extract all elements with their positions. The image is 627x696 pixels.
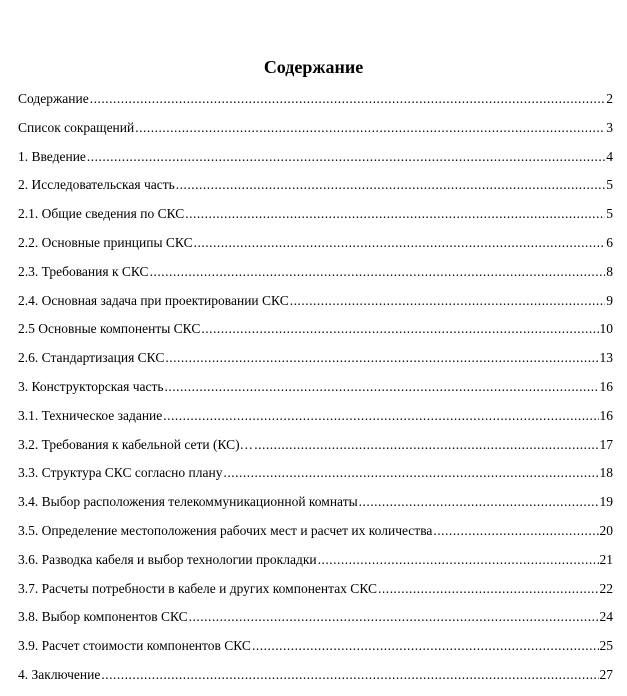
toc-entry-label: 1. Введение <box>18 148 86 164</box>
dot-leader <box>165 348 598 368</box>
dot-leader <box>201 319 598 339</box>
toc-entry <box>18 262 613 291</box>
toc-entry <box>18 348 613 377</box>
toc-entry <box>18 636 613 665</box>
dot-leader <box>378 579 599 599</box>
toc-entry-page: 5 <box>606 206 613 222</box>
toc-entry-label: 3.5. Определение местоположения рабочих мест и расчет их количества <box>18 522 433 538</box>
dot-leader <box>194 233 606 253</box>
toc-entry-label: 2.2. Основные принципы СКС <box>18 234 193 250</box>
toc-entry <box>18 665 613 694</box>
toc-entry-page: 2 <box>606 91 613 106</box>
toc-entry-label: 2.3. Требования к СКС <box>18 263 149 279</box>
dot-leader <box>101 665 598 685</box>
toc-entry <box>18 607 613 636</box>
toc-entry <box>18 291 613 320</box>
toc-entry-label: 2.1. Общие сведения по СКС <box>18 206 185 222</box>
toc-entry-label: 2.5 Основные компоненты СКС <box>18 321 201 337</box>
toc-entry-page: 6 <box>606 234 613 250</box>
toc-entry-page: 8 <box>606 263 613 279</box>
toc-entry-page: 16 <box>599 407 613 423</box>
toc-entry <box>18 118 613 147</box>
dot-leader <box>433 521 598 541</box>
toc-entry-page: 17 <box>599 436 613 452</box>
toc-entry-label: 3. Конструкторская часть <box>18 378 164 394</box>
toc-entry-label: 3.2. Требования к кабельной сети (КС)… <box>18 436 254 452</box>
toc-entry <box>18 406 613 435</box>
toc-entry-page: 4 <box>606 148 613 164</box>
toc-entry-label: 4. Заключение <box>18 666 101 682</box>
toc-entry-label: 3.8. Выбор компонентов СКС <box>18 609 188 625</box>
toc-entry-label: 3.4. Выбор расположения телекоммуникационной комнаты <box>18 494 358 510</box>
toc-entry-page: 10 <box>599 321 613 337</box>
toc-entry-page: 22 <box>599 580 613 596</box>
toc-entry-label: 3.6. Разводка кабеля и выбор технологии прокладки <box>18 551 317 567</box>
toc-entry <box>18 579 613 608</box>
toc-entry <box>18 377 613 406</box>
dot-leader <box>223 463 598 483</box>
toc-entry-page: 9 <box>606 292 613 308</box>
toc-entry-page: 5 <box>606 177 613 193</box>
toc-entry-page: 16 <box>599 378 613 394</box>
toc-entry <box>18 550 613 579</box>
toc-entry-label: 2.6. Стандартизация СКС <box>18 350 165 366</box>
dot-leader <box>318 550 599 570</box>
toc-entry-page: 20 <box>599 522 613 538</box>
toc-entry <box>18 463 613 492</box>
toc-entry-page: 13 <box>599 350 613 366</box>
toc-entry <box>18 204 613 233</box>
toc-entry-page: 25 <box>599 638 613 654</box>
dot-leader <box>90 89 606 109</box>
dot-leader <box>135 118 605 138</box>
dot-leader <box>176 175 605 195</box>
dot-leader <box>189 607 599 627</box>
toc-entry <box>18 89 613 118</box>
dot-leader <box>165 377 599 397</box>
toc-entry <box>18 319 613 348</box>
dot-leader <box>87 147 605 167</box>
dot-leader <box>185 204 605 224</box>
toc-entry-page: 24 <box>599 609 613 625</box>
dot-leader <box>254 435 598 455</box>
toc-entry-label: 3.9. Расчет стоимости компонентов СКС <box>18 638 251 654</box>
toc-entry-label: 2.4. Основная задача при проектировании СКС <box>18 292 289 308</box>
toc-list <box>18 89 613 694</box>
dot-leader <box>359 492 599 512</box>
toc-entry-label: 3.7. Расчеты потребности в кабеле и других компонентах СКС <box>18 580 377 596</box>
toc-entry <box>18 435 613 464</box>
toc-entry <box>18 521 613 550</box>
toc-entry <box>18 175 613 204</box>
toc-entry-label: 3.3. Структура СКС согласно плану <box>18 465 223 481</box>
toc-entry-label: 2. Исследовательская часть <box>18 177 175 193</box>
toc-entry-label: Список сокращений <box>18 119 135 135</box>
toc-entry-page: 19 <box>599 494 613 510</box>
toc-entry <box>18 492 613 521</box>
dot-leader <box>163 406 598 426</box>
toc-entry <box>18 147 613 176</box>
toc-entry-page: 18 <box>599 465 613 481</box>
toc-entry <box>18 233 613 262</box>
toc-entry-page: 21 <box>599 551 613 567</box>
toc-title: Содержание <box>263 57 364 77</box>
toc-entry-label: Содержание <box>18 91 89 106</box>
toc-entry-label: 3.1. Техническое задание <box>18 407 163 423</box>
toc-entry-page: 27 <box>599 666 613 682</box>
toc-entry-page: 3 <box>606 119 613 135</box>
dot-leader <box>150 262 606 282</box>
dot-leader <box>290 291 606 311</box>
dot-leader <box>252 636 599 656</box>
